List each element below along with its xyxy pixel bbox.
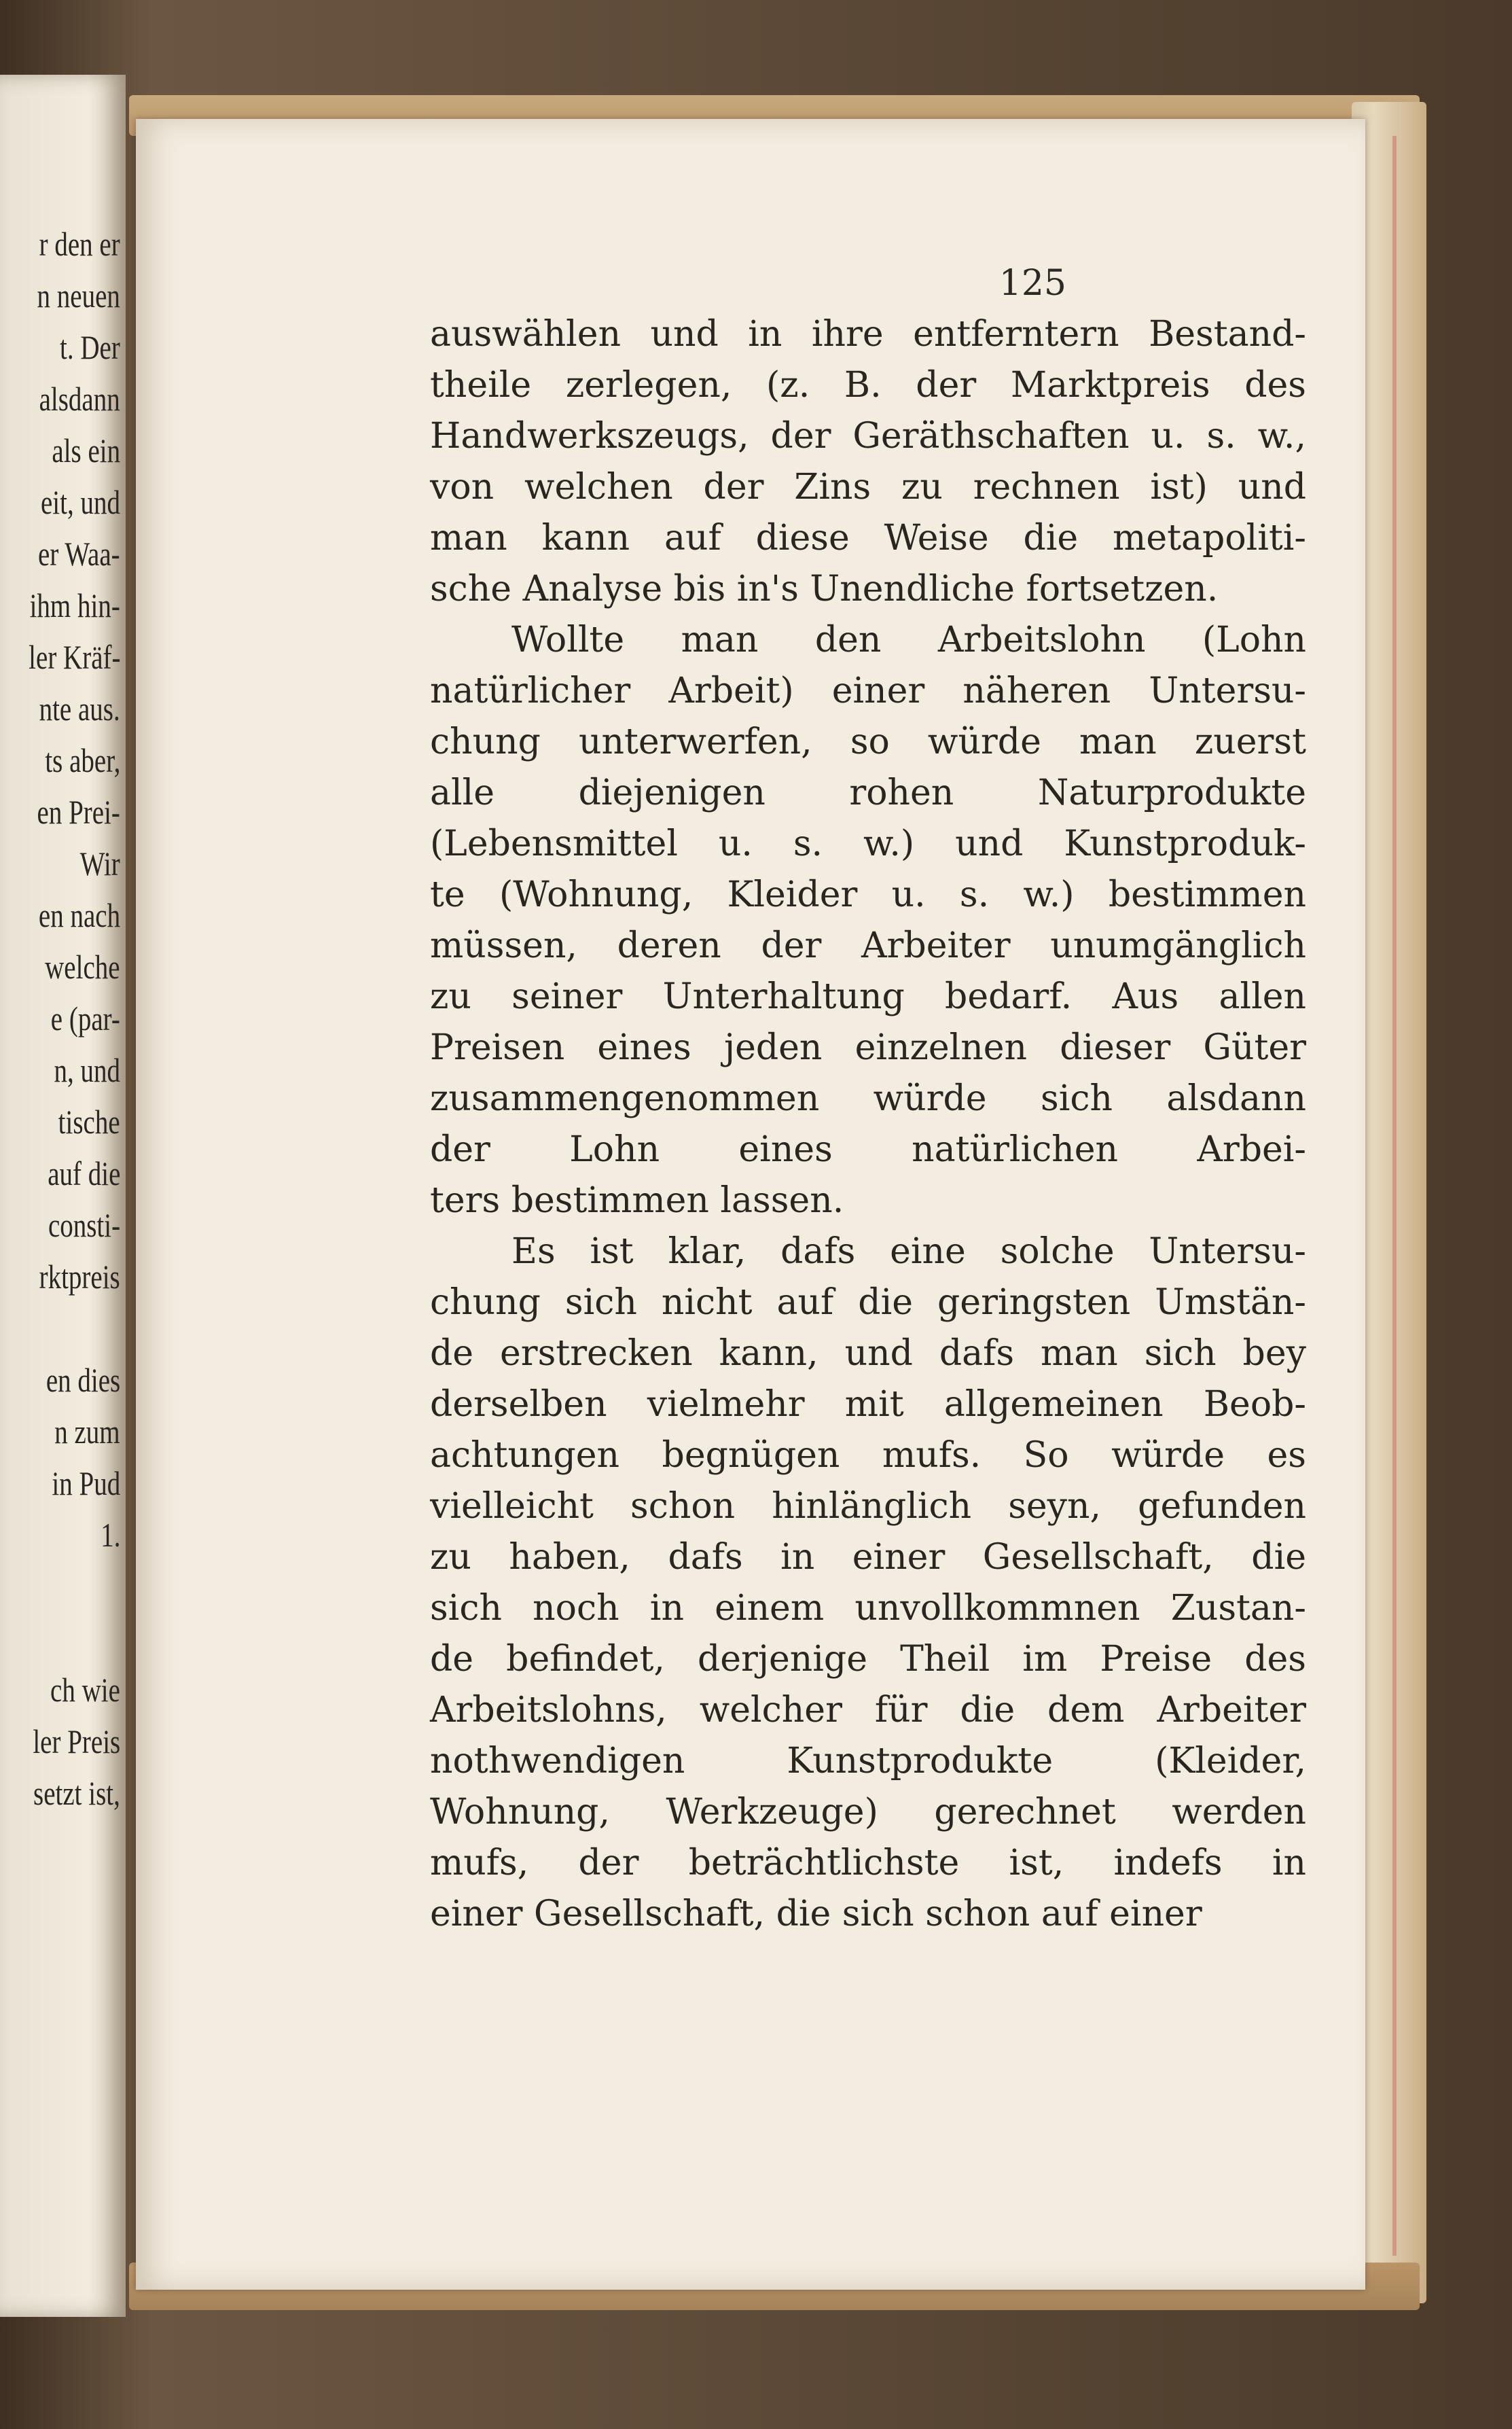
left-page-fragment: n, und bbox=[54, 1051, 120, 1089]
left-page-fragment: als ein bbox=[52, 431, 120, 469]
left-page-fragment: alsdann bbox=[39, 380, 120, 418]
text-line: te (Wohnung, Kleider u. s. w.) bestimmen bbox=[430, 874, 1306, 915]
text-line: zu haben, dafs in einer Gesellschaft, die bbox=[430, 1537, 1306, 1578]
text-line: auswählen und in ihre entferntern Bestand- bbox=[430, 314, 1306, 355]
text-line: zusammengenommen würde sich alsdann bbox=[430, 1078, 1306, 1119]
left-page-fragment: welche bbox=[45, 948, 120, 986]
text-line: Wohnung, Werkzeuge) gerechnet werden bbox=[430, 1792, 1306, 1832]
text-line: nothwendigen Kunstprodukte (Kleider, bbox=[430, 1741, 1306, 1781]
main-page bbox=[136, 119, 1365, 2290]
text-line: mufs, der beträchtlichste ist, indefs in bbox=[430, 1843, 1306, 1883]
text-line: Arbeitslohns, welcher für die dem Arbeiter bbox=[430, 1690, 1306, 1731]
text-line: sche Analyse bis in's Unendliche fortsetzen. bbox=[430, 569, 1219, 609]
left-page-fragment: setzt ist, bbox=[33, 1774, 120, 1812]
left-page-fragment: in Pud bbox=[52, 1464, 120, 1502]
text-line: einer Gesellschaft, die sich schon auf einer bbox=[430, 1894, 1202, 1934]
text-line: man kann auf diese Weise die metapoliti- bbox=[430, 518, 1306, 559]
page-edge-red bbox=[1392, 136, 1397, 2256]
left-page-fragment: n neuen bbox=[37, 277, 120, 315]
left-page-fragment: eit, und bbox=[41, 483, 120, 521]
left-page-fragment: e (par- bbox=[50, 999, 120, 1038]
left-page-fragment: consti- bbox=[48, 1206, 120, 1244]
left-page-fragment: en nach bbox=[38, 896, 120, 934]
text-line: Wollte man den Arbeitslohn (Lohn bbox=[511, 620, 1306, 660]
left-page-fragment: ler Kräf- bbox=[28, 638, 120, 676]
text-line: zu seiner Unterhaltung bedarf. Aus allen bbox=[430, 976, 1306, 1017]
text-line: ters bestimmen lassen. bbox=[430, 1180, 844, 1221]
left-page-fragment: ts aber, bbox=[44, 741, 120, 779]
left-page-fragment: rktpreis bbox=[39, 1258, 120, 1296]
left-page-fragment: tische bbox=[58, 1103, 120, 1141]
left-page-fragment: ler Preis bbox=[33, 1722, 120, 1760]
text-line: Preisen eines jeden einzelnen dieser Güter bbox=[430, 1027, 1306, 1068]
left-page-fragment: ihm hin- bbox=[29, 586, 120, 624]
text-line: vielleicht schon hinlänglich seyn, gefunden bbox=[430, 1486, 1306, 1527]
left-page-fragment: 1. bbox=[100, 1516, 120, 1554]
text-line: der Lohn eines natürlichen Arbei- bbox=[430, 1129, 1306, 1170]
left-page-fragment: Wir bbox=[79, 845, 120, 883]
text-line: Es ist klar, dafs eine solche Untersu- bbox=[511, 1231, 1306, 1272]
text-line: natürlicher Arbeit) einer näheren Untersu- bbox=[430, 671, 1306, 711]
page-number: 125 bbox=[998, 263, 1066, 304]
text-line: alle diejenigen rohen Naturprodukte bbox=[430, 773, 1306, 813]
text-line: sich noch in einem unvollkommnen Zustan- bbox=[430, 1588, 1306, 1629]
text-line: Handwerkszeugs, der Geräthschaften u. s. w., bbox=[430, 416, 1306, 457]
text-line: (Lebensmittel u. s. w.) und Kunstproduk- bbox=[430, 823, 1306, 864]
text-line: chung unterwerfen, so würde man zuerst bbox=[430, 722, 1306, 762]
text-line: achtungen begnügen mufs. So würde es bbox=[430, 1435, 1306, 1476]
left-page-fragment: er Waa- bbox=[38, 535, 120, 573]
page-text bbox=[430, 309, 1306, 1940]
text-line: derselben vielmehr mit allgemeinen Beob- bbox=[430, 1384, 1306, 1425]
left-page-fragment: en dies bbox=[46, 1361, 120, 1399]
left-page-fragment: nte aus. bbox=[39, 690, 120, 728]
left-page-fragment: auf die bbox=[47, 1154, 120, 1192]
text-line: von welchen der Zins zu rechnen ist) und bbox=[430, 467, 1306, 508]
text-line: müssen, deren der Arbeiter unumgänglich bbox=[430, 925, 1306, 966]
text-line: theile zerlegen, (z. B. der Marktpreis des bbox=[430, 365, 1306, 406]
left-page-fragment: en Prei- bbox=[37, 793, 120, 831]
text-line: de erstrecken kann, und dafs man sich bey bbox=[430, 1333, 1306, 1374]
left-page-fragment: r den er bbox=[39, 225, 120, 263]
text-line: de befindet, derjenige Theil im Preise des bbox=[430, 1639, 1306, 1680]
left-page-fragment: ch wie bbox=[50, 1671, 120, 1709]
left-page-fragment: n zum bbox=[54, 1413, 120, 1451]
left-page-fragment: t. Der bbox=[60, 328, 120, 366]
left-page bbox=[0, 75, 126, 2317]
text-line: chung sich nicht auf die geringsten Umstän- bbox=[430, 1282, 1306, 1323]
